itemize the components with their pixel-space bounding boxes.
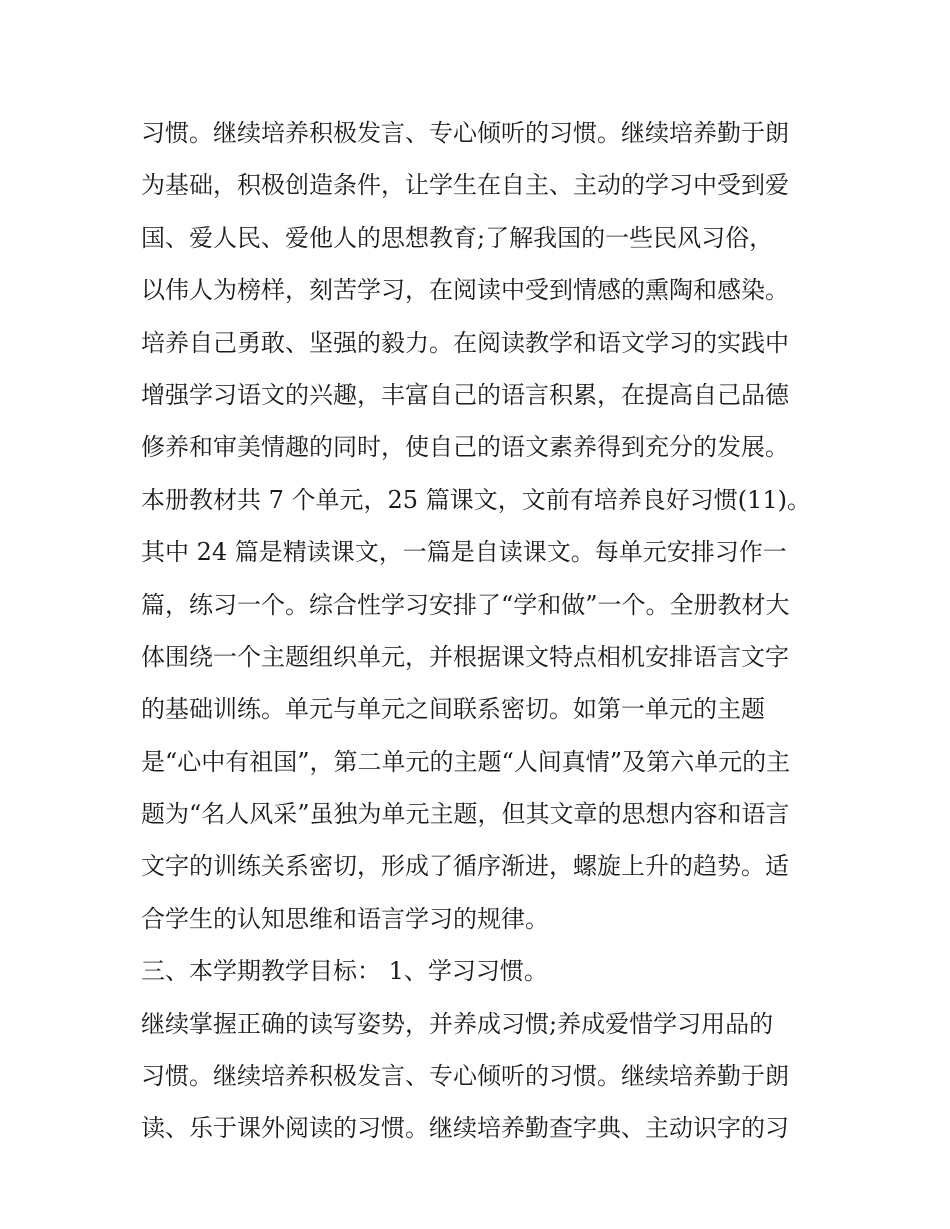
- text-line: 培养自己勇敢、坚强的毅力。在阅读教学和语文学习的实践中: [141, 328, 789, 357]
- text-line: 国、爱人民、爱他人的思想教育;了解我国的一些民风习俗，: [141, 223, 774, 252]
- text-line: 习惯。继续培养积极发言、专心倾听的习惯。继续培养勤于朗: [141, 119, 789, 147]
- text-line: 继续掌握正确的读写姿势，并养成习惯;养成爱惜学习用品的: [141, 1009, 774, 1038]
- text-line: 体围绕一个主题组织单元，并根据课文特点相机安排语言文字: [141, 642, 789, 671]
- text-line: 为基础，积极创造条件，让学生在自主、主动的学习中受到爱: [141, 171, 789, 200]
- text-line: 修养和审美情趣的同时，使自己的语文素养得到充分的发展。: [141, 433, 789, 462]
- text-line: 合学生的认知思维和语言学习的规律。: [141, 904, 549, 933]
- text-line: 是“心中有祖国”，第二单元的主题“人间真情”及第六单元的主: [141, 747, 791, 776]
- text-line: 增强学习语文的兴趣，丰富自己的语言积累，在提高自己品德: [141, 380, 789, 409]
- text-line: 读、乐于课外阅读的习惯。继续培养勤查字典、主动识字的习: [141, 1114, 789, 1143]
- text-line: 习惯。继续培养积极发言、专心倾听的习惯。继续培养勤于朗: [141, 1062, 789, 1091]
- body-text: [141, 107, 821, 1155]
- text-line: 篇，练习一个。综合性学习安排了“学和做”一个。全册教材大: [141, 590, 790, 619]
- section-heading: 三、本学期教学目标： 1、学习习惯。: [141, 957, 548, 986]
- text-line: 题为“名人风采”虽独为单元主题，但其文章的思想内容和语言: [141, 800, 790, 829]
- text-line: 本册教材共 7 个单元，25 篇课文，文前有培养良好习惯(11)。: [141, 485, 811, 514]
- text-line: 其中 24 篇是精读课文，一篇是自读课文。每单元安排习作一: [141, 538, 787, 567]
- text-line: 文字的训练关系密切，形成了循序渐进，螺旋上升的趋势。适: [141, 852, 789, 881]
- text-line: 的基础训练。单元与单元之间联系密切。如第一单元的主题: [141, 695, 765, 724]
- text-line: 以伟人为榜样，刻苦学习，在阅读中受到情感的熏陶和感染。: [141, 276, 789, 305]
